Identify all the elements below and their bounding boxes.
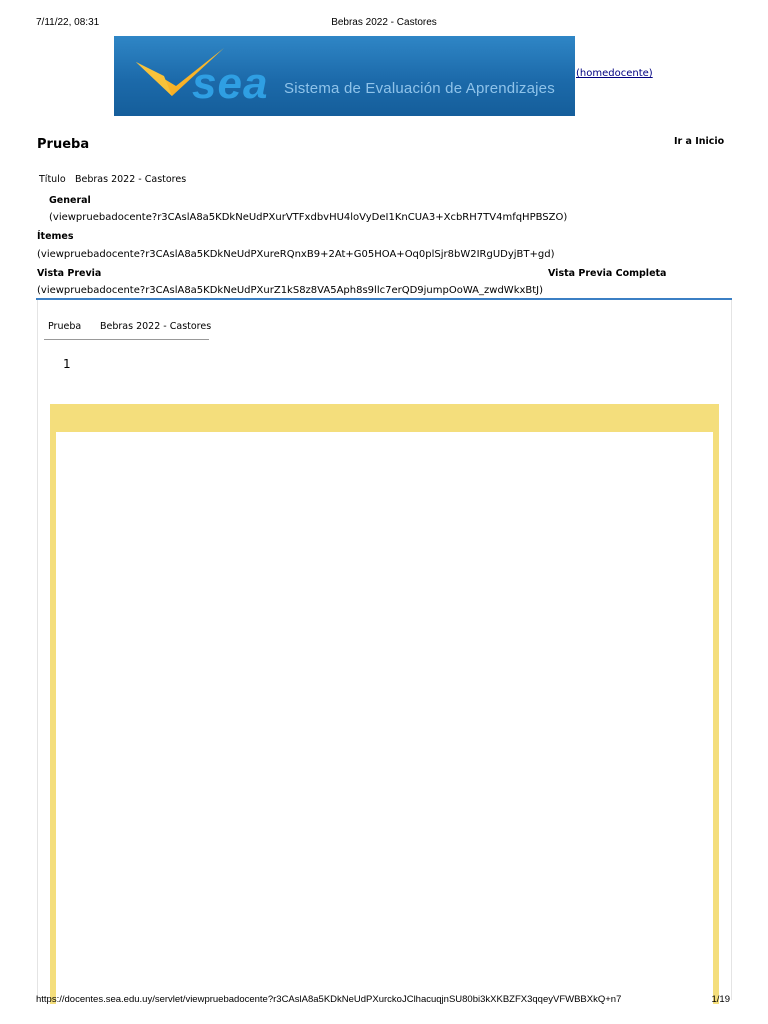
title-value: Bebras 2022 - Castores — [75, 174, 187, 185]
print-url: https://docentes.sea.edu.uy/servlet/viewpruebadocente?r3CAslA8a5KDkNeUdPXurckoJClhacuqjnSU80bi3kXKBZFX3qqeyVFWBBXkQ+n7 — [36, 994, 622, 1005]
go-home-link[interactable]: Ir a Inicio — [674, 136, 725, 147]
tab-general[interactable]: General — [49, 195, 91, 206]
tab-preview-full[interactable]: Vista Previa Completa — [548, 268, 667, 279]
breadcrumb-divider — [44, 339, 209, 340]
question-content — [56, 432, 713, 1004]
question-number: 1 — [63, 357, 71, 371]
print-title: Bebras 2022 - Castores — [331, 17, 437, 28]
question-box — [50, 404, 719, 1004]
tab-items[interactable]: Ítemes — [37, 231, 74, 242]
breadcrumb-value: Bebras 2022 - Castores — [100, 321, 212, 332]
title-label: Título — [39, 174, 66, 185]
sea-banner[interactable] — [114, 36, 575, 116]
general-url[interactable]: (viewpruebadocente?r3CAslA8a5KDkNeUdPXurVTFxdbvHU4loVyDeI1KnCUA3+XcbRH7TV4mfqHPBSZO) — [49, 212, 568, 223]
page-title: Prueba — [37, 137, 90, 152]
items-url[interactable]: (viewpruebadocente?r3CAslA8a5KDkNeUdPXureRQnxB9+2At+G05HOA+Oq0plSjr8bW2IRgUDyjBT+gd) — [37, 249, 555, 260]
banner-logo-text: sea — [192, 59, 269, 108]
tab-preview[interactable]: Vista Previa — [37, 268, 102, 279]
print-page-number: 1/19 — [711, 994, 730, 1005]
print-date: 7/11/22, 08:31 — [36, 17, 100, 28]
preview-url[interactable]: (viewpruebadocente?r3CAslA8a5KDkNeUdPXurZ1kS8z8VA5Aph8s9llc7erQD9jumpOoWA_zwdWkxBtJ) — [37, 285, 544, 296]
home-link[interactable]: (homedocente) — [576, 68, 653, 79]
banner-system-name: Sistema de Evaluación de Aprendizajes — [284, 80, 555, 97]
sea-logo-icon — [114, 36, 575, 116]
breadcrumb-label: Prueba — [48, 321, 82, 332]
